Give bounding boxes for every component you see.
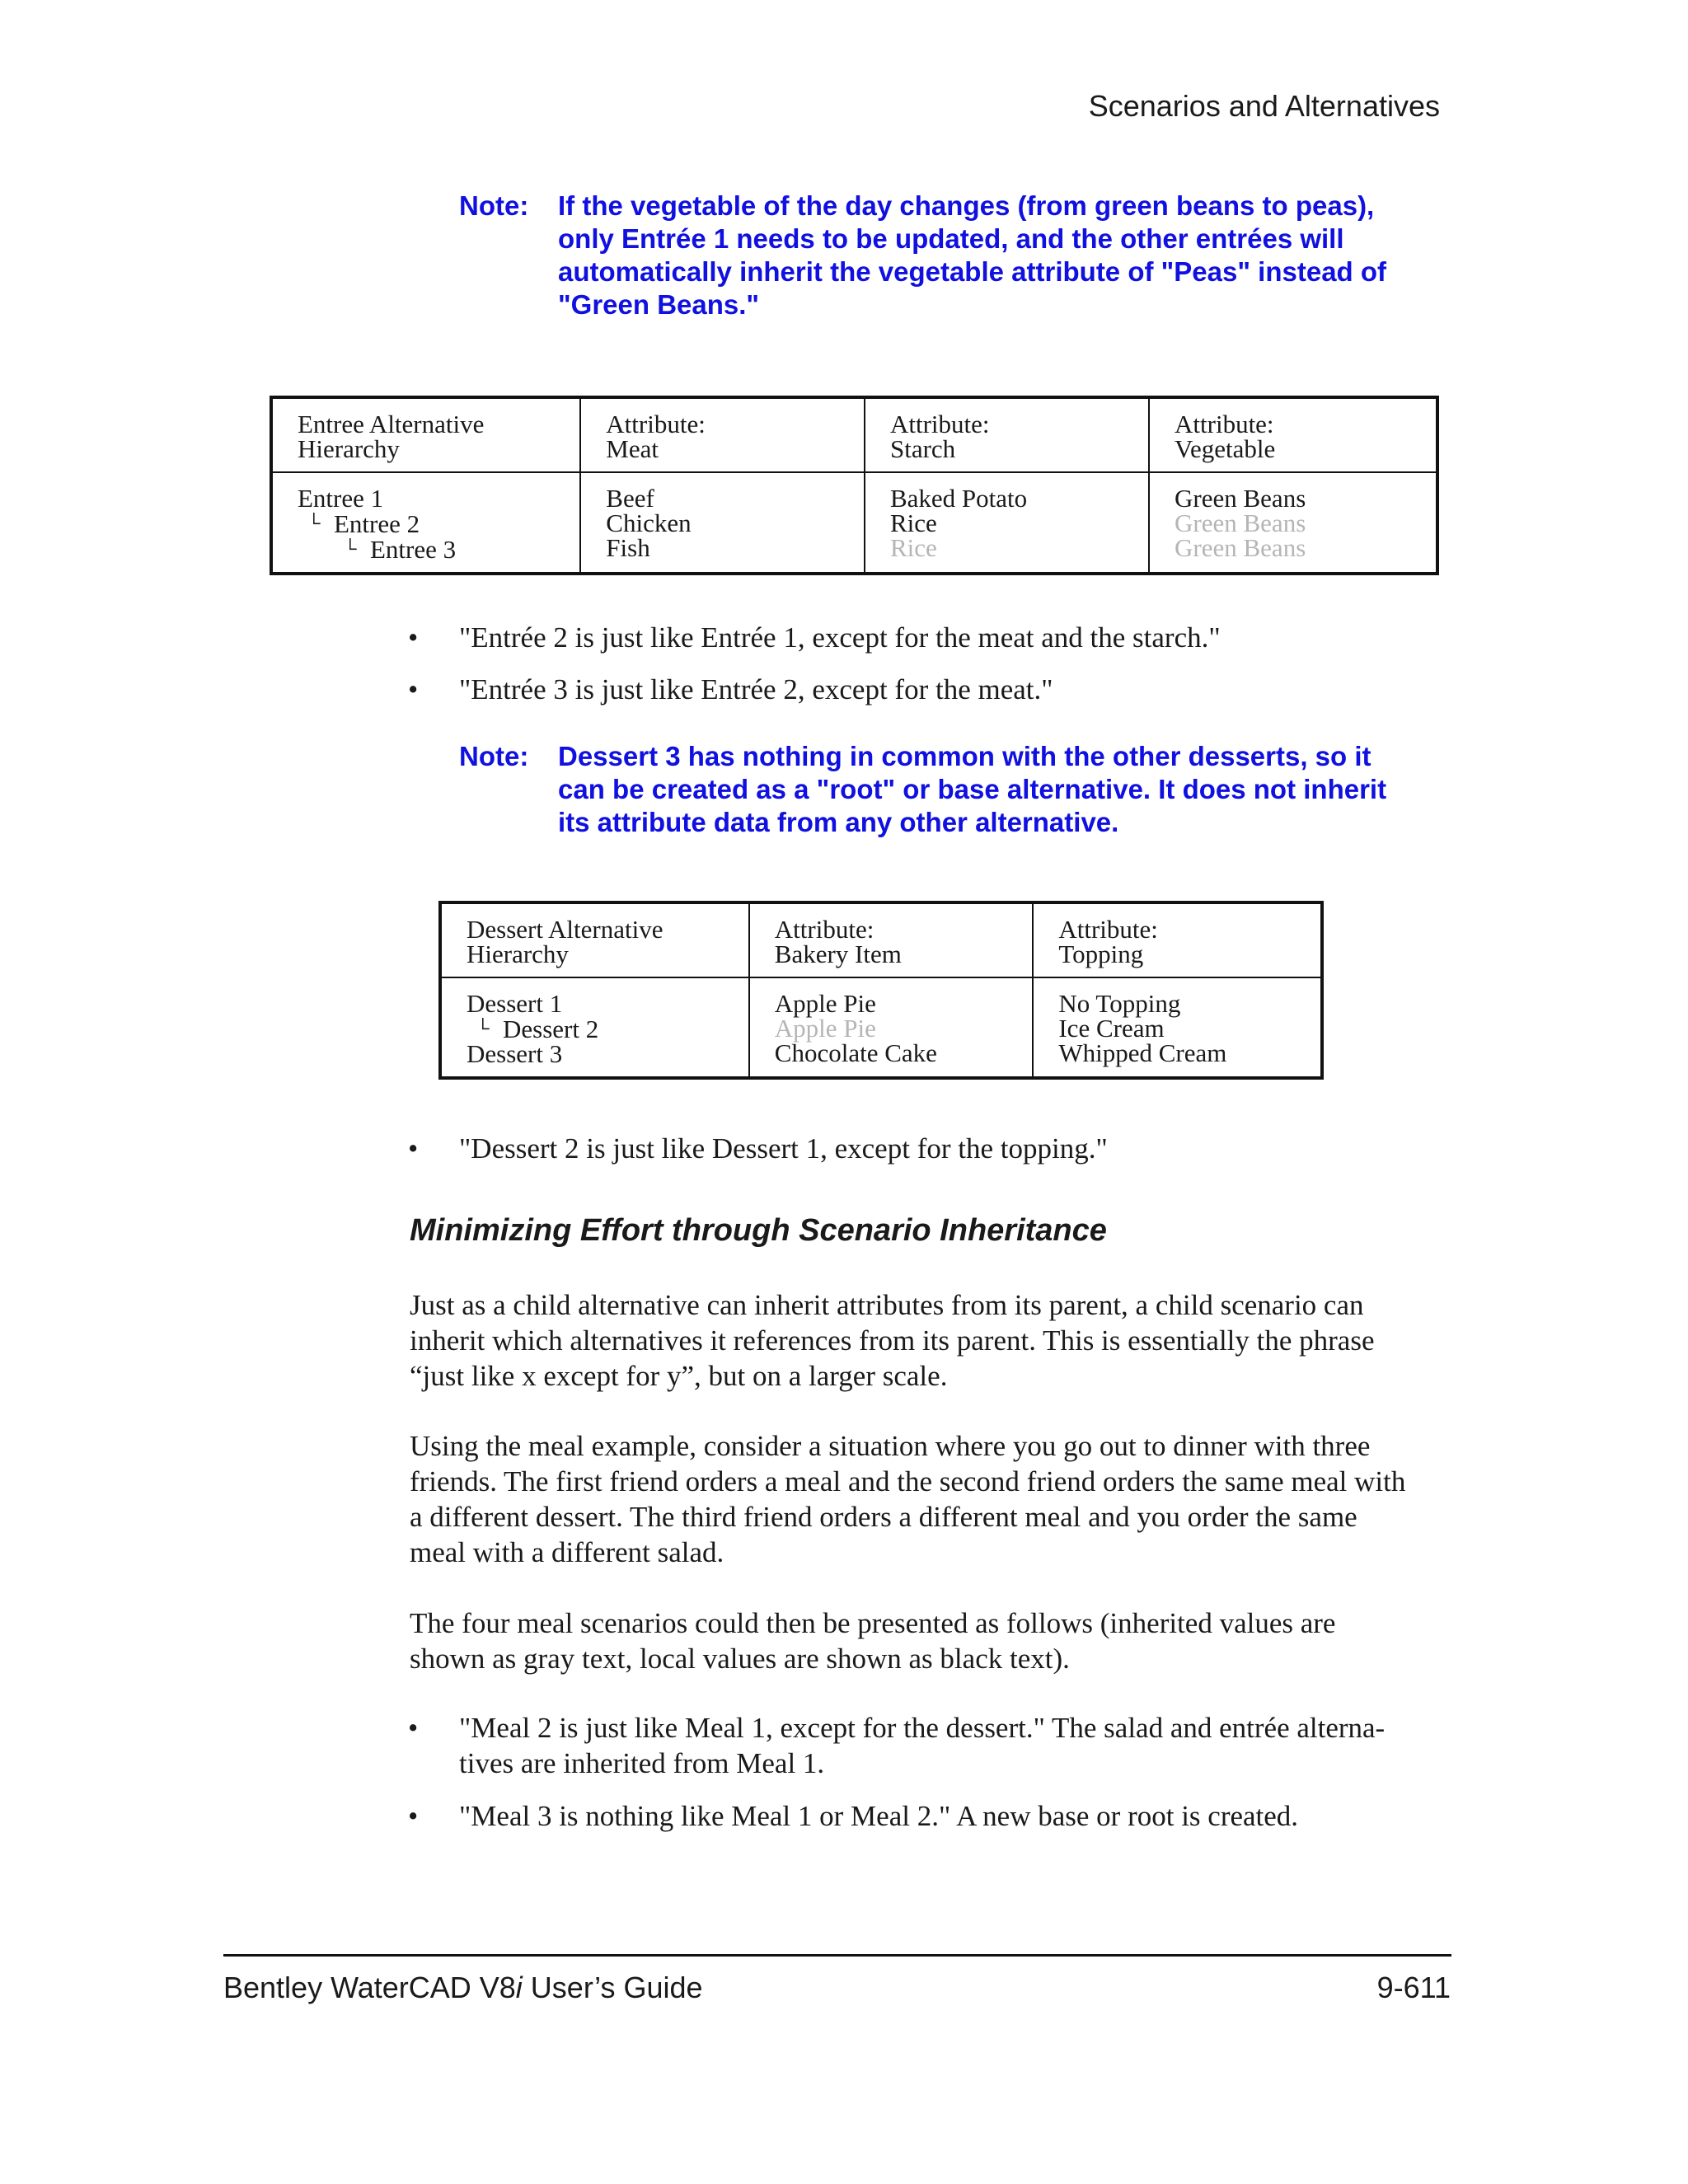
footer-guide-suffix: User’s Guide bbox=[522, 1971, 703, 2004]
topping-value: No Topping bbox=[1058, 989, 1181, 1018]
bullet-icon: • bbox=[408, 1132, 419, 1165]
dessert-3: Dessert 3 bbox=[467, 1039, 563, 1068]
note-line: only Entrée 1 needs to be updated, and the other entrées will bbox=[558, 223, 1344, 254]
bullet-text: "Entrée 2 is just like Entrée 1, except for the meat and the starch." bbox=[459, 621, 1221, 654]
note-label: Note: bbox=[459, 190, 529, 221]
header-cell-hierarchy: Dessert Alternative Hierarchy bbox=[440, 902, 749, 977]
bakery-cell bbox=[749, 977, 1034, 1078]
bakery-value: Chocolate Cake bbox=[774, 1038, 937, 1067]
page-number: 9-611 bbox=[1376, 1971, 1451, 2004]
paragraph-line: meal with a different salad. bbox=[410, 1536, 724, 1568]
dessert-1: Dessert 1 bbox=[467, 989, 563, 1018]
paragraph-line: inherit which alternatives it references from its parent. This is essentially the phrase bbox=[410, 1324, 1375, 1357]
table-header-row bbox=[440, 902, 1322, 977]
tree-branch-icon: └ bbox=[307, 513, 321, 533]
footer-guide-italic: i bbox=[515, 1971, 523, 2004]
dessert-alternative-table bbox=[438, 901, 1324, 1080]
vegetable-value: Green Beans bbox=[1175, 484, 1306, 513]
bullet-item bbox=[408, 672, 1455, 708]
running-header: Scenarios and Alternatives bbox=[1088, 89, 1440, 123]
paragraph-line: shown as gray text, local values are shown as black text). bbox=[410, 1643, 1070, 1675]
bakery-value-inherited: Apple Pie bbox=[774, 1014, 876, 1043]
tree-branch-icon: └ bbox=[344, 538, 357, 559]
note-line: "Green Beans." bbox=[558, 289, 760, 320]
starch-value: Rice bbox=[889, 509, 937, 537]
bullet-text: "Entrée 3 is just like Entrée 2, except for the meat." bbox=[459, 673, 1053, 705]
paragraph-line: Using the meal example, consider a situation where you go out to dinner with three bbox=[410, 1430, 1371, 1462]
note-text bbox=[558, 190, 1448, 321]
bullet-text: "Dessert 2 is just like Dessert 1, except for the topping." bbox=[459, 1132, 1108, 1165]
note-label: Note: bbox=[459, 741, 529, 771]
footer-guide-prefix: Bentley WaterCAD V8 bbox=[223, 1971, 516, 2004]
bullet-text: "Meal 3 is nothing like Meal 1 or Meal 2." A new base or root is created. bbox=[459, 1800, 1299, 1832]
footer-guide-title bbox=[223, 1971, 703, 2005]
bullet-icon: • bbox=[408, 621, 419, 654]
header-cell-hierarchy: Entree Alternative Hierarchy bbox=[271, 397, 580, 472]
footer-divider bbox=[223, 1954, 1451, 1957]
bullet-item bbox=[408, 620, 1455, 656]
meat-value: Chicken bbox=[606, 509, 692, 537]
starch-cell bbox=[865, 472, 1149, 574]
dessert-2: Dessert 2 bbox=[503, 1015, 599, 1043]
entree-3-row bbox=[298, 537, 555, 562]
topping-value: Whipped Cream bbox=[1058, 1038, 1227, 1067]
note-line: Dessert 3 has nothing in common with the other desserts, so it bbox=[558, 741, 1372, 771]
bullet-item bbox=[408, 1798, 1455, 1835]
entree-1: Entree 1 bbox=[298, 484, 384, 513]
hierarchy-cell bbox=[440, 977, 749, 1078]
table-row bbox=[271, 472, 1437, 574]
vegetable-value-inherited: Green Beans bbox=[1175, 533, 1306, 562]
note-dessert bbox=[459, 740, 1448, 843]
paragraph bbox=[410, 1287, 1452, 1394]
paragraph-line: Just as a child alternative can inherit attributes from its parent, a child scenario can bbox=[410, 1289, 1364, 1321]
hierarchy-cell bbox=[271, 472, 580, 574]
note-line: its attribute data from any other alternative. bbox=[558, 807, 1119, 837]
bullet-text bbox=[459, 1710, 1385, 1781]
bullet-line: "Meal 2 is just like Meal 1, except for the dessert." The salad and entrée alterna- bbox=[459, 1712, 1386, 1744]
header-cell-topping: Attribute: Topping bbox=[1033, 902, 1322, 977]
table-row bbox=[440, 977, 1322, 1078]
paragraph bbox=[410, 1428, 1452, 1570]
topping-value: Ice Cream bbox=[1058, 1014, 1165, 1043]
paragraph-line: friends. The first friend orders a meal and the second friend orders the same meal with bbox=[410, 1465, 1406, 1497]
topping-cell bbox=[1033, 977, 1322, 1078]
meat-value: Beef bbox=[606, 484, 654, 513]
meat-cell bbox=[580, 472, 865, 574]
paragraph-line: a different dessert. The third friend orders a different meal and you order the same bbox=[410, 1501, 1357, 1533]
bullet-icon: • bbox=[408, 673, 419, 705]
bullet-line: tives are inherited from Meal 1. bbox=[459, 1747, 825, 1779]
section-heading: Minimizing Effort through Scenario Inheritance bbox=[410, 1213, 1107, 1248]
starch-value-inherited: Rice bbox=[889, 533, 937, 562]
header-cell-starch: Attribute: Starch bbox=[865, 397, 1149, 472]
vegetable-value-inherited: Green Beans bbox=[1175, 509, 1306, 537]
table-header-row bbox=[271, 397, 1437, 472]
bullet-icon: • bbox=[408, 1800, 419, 1832]
header-cell-vegetable: Attribute: Vegetable bbox=[1149, 397, 1437, 472]
header-cell-meat: Attribute: Meat bbox=[580, 397, 865, 472]
dessert-2-row bbox=[467, 1016, 724, 1042]
header-cell-bakery: Attribute: Bakery Item bbox=[749, 902, 1034, 977]
bakery-value: Apple Pie bbox=[774, 989, 876, 1018]
bullet-item bbox=[408, 1710, 1455, 1783]
paragraph-line: “just like x except for y”, but on a larger scale. bbox=[410, 1360, 948, 1392]
note-line: If the vegetable of the day changes (from green beans to peas), bbox=[558, 190, 1375, 221]
meat-value: Fish bbox=[606, 533, 650, 562]
tree-branch-icon: └ bbox=[476, 1018, 490, 1038]
vegetable-cell bbox=[1149, 472, 1437, 574]
bullet-icon: • bbox=[408, 1712, 419, 1744]
entree-3: Entree 3 bbox=[370, 535, 457, 564]
note-line: can be created as a "root" or base alternative. It does not inherit bbox=[558, 774, 1387, 804]
entree-2: Entree 2 bbox=[334, 509, 420, 538]
bullet-item bbox=[408, 1131, 1455, 1167]
paragraph bbox=[410, 1605, 1452, 1676]
entree-2-row bbox=[298, 511, 555, 537]
starch-value: Baked Potato bbox=[889, 484, 1028, 513]
paragraph-line: The four meal scenarios could then be presented as follows (inherited values are bbox=[410, 1607, 1336, 1639]
note-vegetable bbox=[459, 190, 1448, 321]
note-line: automatically inherit the vegetable attribute of "Peas" instead of bbox=[558, 256, 1387, 287]
entree-alternative-table bbox=[270, 396, 1439, 575]
note-text bbox=[558, 740, 1448, 839]
